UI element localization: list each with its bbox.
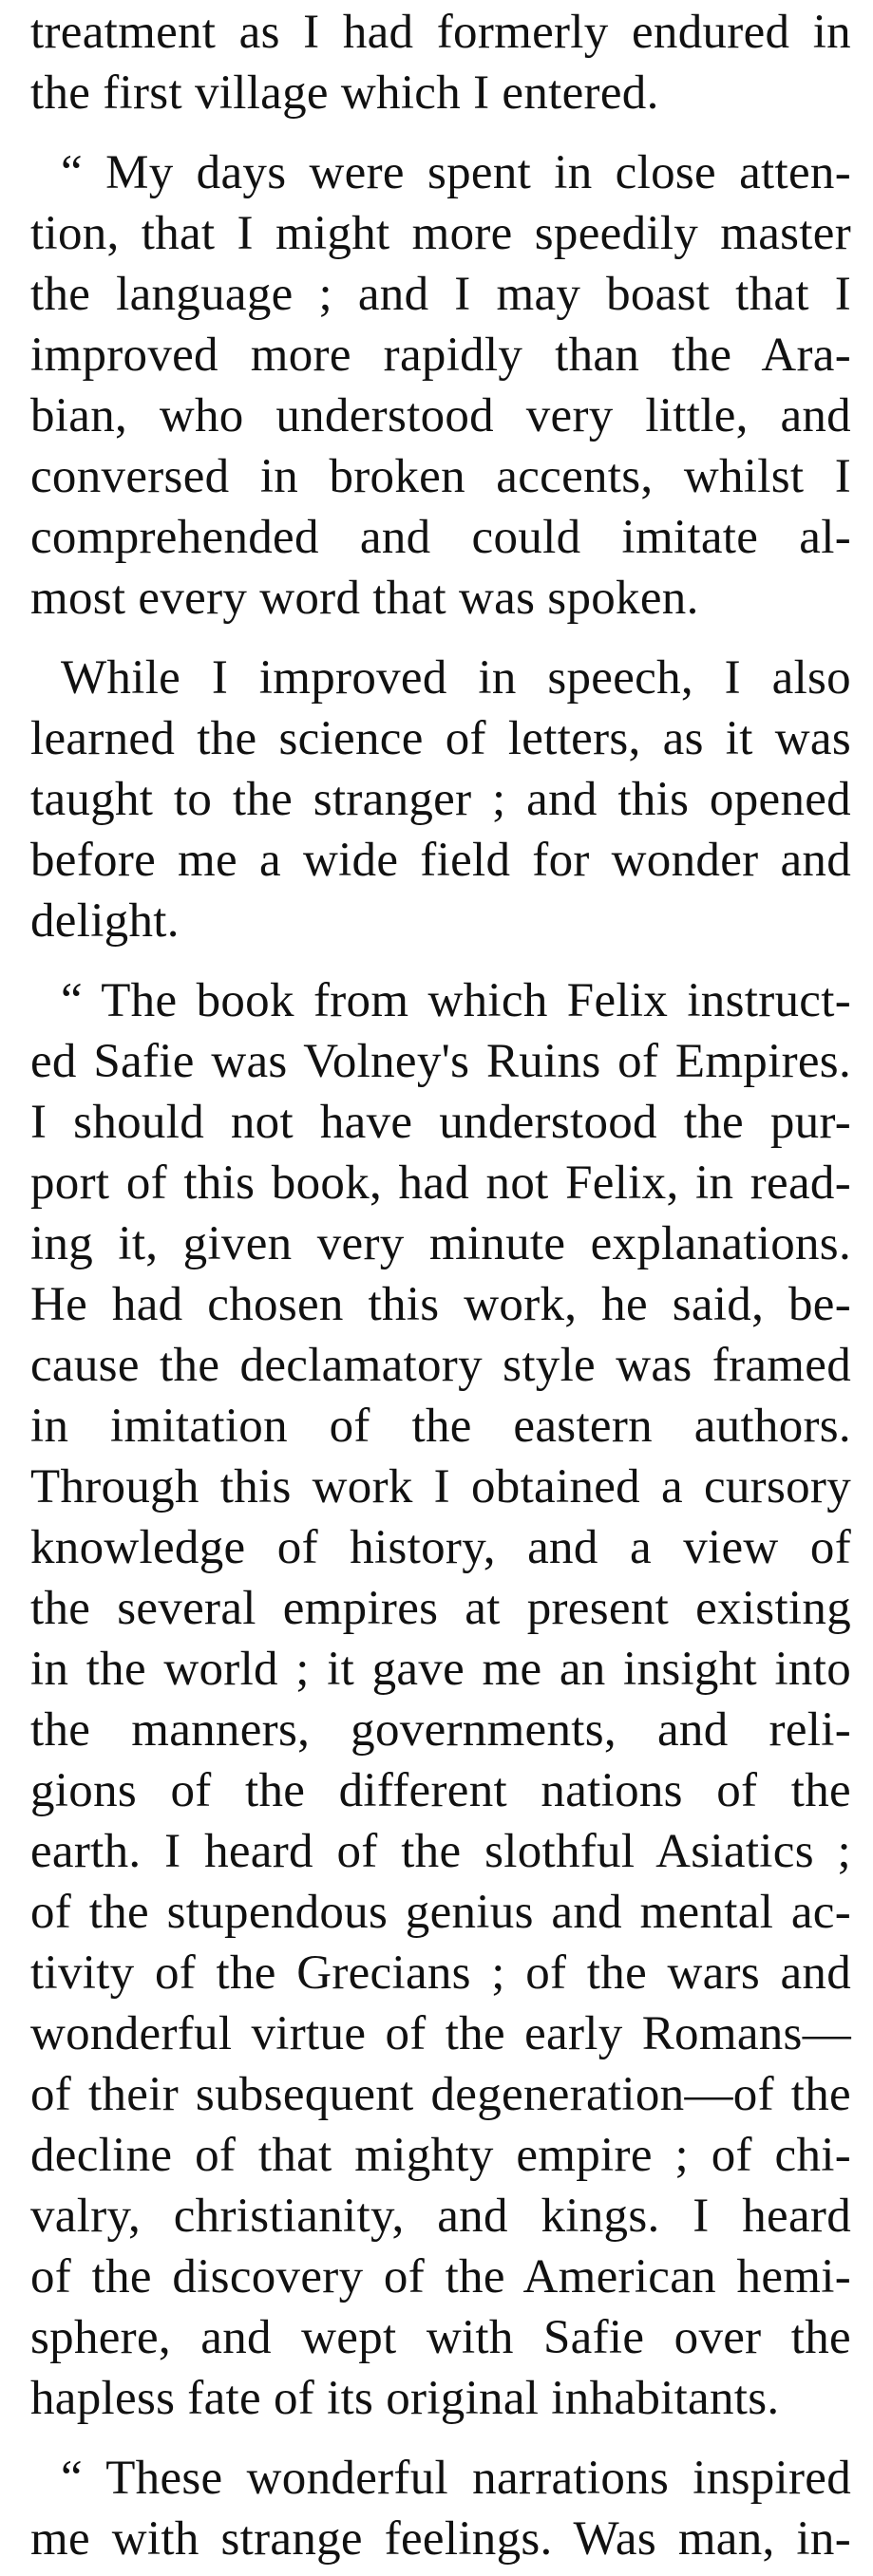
text-line: comprehended and could imitate al- [30,511,851,564]
text-line: cause the declamatory style was framed [30,1339,851,1392]
text-line: valry, christianity, and kings. I heard [30,2190,851,2243]
text-line: of the stupendous genius and mental ac- [30,1886,851,1939]
text-line: “ My days were spent in close atten- [61,146,851,199]
text-line: treatment as I had formerly endured in [30,6,851,59]
text-line: taught to the stranger ; and this opened [30,773,851,826]
text-line: port of this book, had not Felix, in read- [30,1156,851,1210]
text-line: the language ; and I may boast that I [30,268,851,321]
text-line: I should not have understood the pur- [30,1096,851,1149]
text-line: me with strange feelings. Was man, in- [30,2512,851,2566]
text-line: knowledge of history, and a view of [30,1521,851,1574]
text-line: bian, who understood very little, and [30,389,851,442]
text-line: learned the science of letters, as it was [30,712,851,765]
text-line: ing it, given very minute explanations. [30,1217,851,1270]
text-line: decline of that mighty empire ; of chi- [30,2129,851,2182]
text-line: Through this work I obtained a cursory [30,1460,851,1514]
text-line: delight. [30,894,180,948]
text-line: sphere, and wept with Safie over the [30,2311,851,2364]
text-line: in imitation of the eastern authors. [30,1400,851,1453]
text-line: of the discovery of the American hemi- [30,2250,851,2303]
text-line: hapless fate of its original inhabitants. [30,2372,780,2425]
text-line: most every word that was spoken. [30,572,699,625]
text-line: the several empires at present existing [30,1582,851,1635]
text-line: “ The book from which Felix instruct- [61,974,851,1027]
text-line: in the world ; it gave me an insight into [30,1643,851,1696]
text-line: conversed in broken accents, whilst I [30,450,851,503]
text-line: the first village which I entered. [30,66,659,120]
text-line: While I improved in speech, I also [61,651,851,705]
text-line: tion, that I might more speedily master [30,207,851,260]
text-line: before me a wide field for wonder and [30,834,851,887]
text-line: earth. I heard of the slothful Asiatics ; [30,1825,851,1878]
text-line: tivity of the Grecians ; of the wars and [30,1946,851,2000]
text-line: gions of the different nations of the [30,1764,851,1817]
text-line: ed Safie was Volney's Ruins of Empires. [30,1035,851,1088]
text-line: He had chosen this work, he said, be- [30,1278,851,1331]
text-line: the manners, governments, and reli- [30,1703,851,1757]
text-line: of their subsequent degeneration—of the [30,2068,851,2121]
text-line: wonderful virtue of the early Romans— [30,2007,851,2060]
text-line: “ These wonderful narrations inspired [61,2452,851,2505]
text-line: improved more rapidly than the Ara- [30,329,851,382]
